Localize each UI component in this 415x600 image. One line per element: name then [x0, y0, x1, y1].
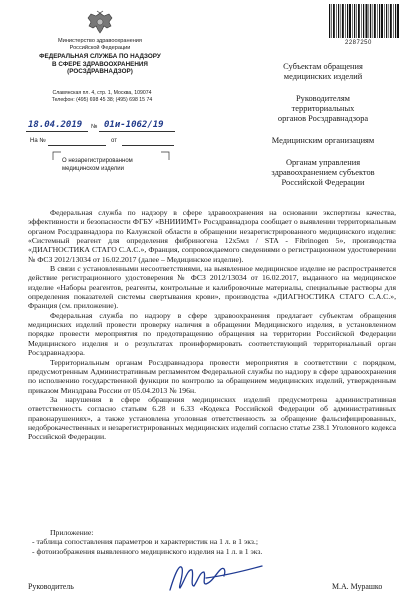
service-line-3: (РОСЗДРАВНАДЗОР) [67, 68, 133, 76]
service-name [30, 53, 170, 76]
attachments-label: Приложение: [50, 528, 94, 537]
addressee-2-line-3: органов Росздравнадзора [277, 114, 369, 123]
barcode-number: 2287250 [345, 40, 372, 46]
attachments [28, 528, 262, 556]
coat-of-arms-emblem [85, 10, 115, 36]
reference-from-label: от [111, 138, 117, 144]
signatory-position: Руководитель [28, 582, 74, 591]
body-paragraph-3: Федеральная служба по надзору в сфере здравоохранения предлагает субъектам обращения медицинских изделий провести проверку наличия в обращении Медицинского изделия, в установленном порядке провести мероприятия по предотвращению обращения на территории Российской Федерации Медицинского изделия и о результатах проинформировать соответствующий территориальный орган Росздравнадзора. [28, 310, 396, 358]
barcode [328, 4, 400, 38]
addressee-block-4 [248, 158, 398, 188]
subject-bracket-left [52, 151, 62, 161]
subject-line-1: О незарегистрированном [62, 158, 133, 164]
body-paragraph-2: В связи с установленными несоответствиями, на выявленное медицинское изделие не распространяется действие регистрационного удостоверения № ФСЗ 2012/13034 от 16.02.2017, выданного на медицинское изделие «Наборы реагентов, реагенты, контрольные и калибровочные материалы, специальные растворы для определения показателей системы свертывания крови», производства «ДИАГНОСТИКА СТАГО С.А.С.», Франция (см. приложение). [28, 264, 396, 311]
attachment-item-1: - таблица сопоставления параметров и характеристик на 1 л. в 1 экз.; [32, 537, 258, 547]
signatory-name: М.А. Мурашко [332, 582, 383, 591]
address-line-2: Телефон: (495) 698 45 38; (495) 698 15 74 [51, 97, 153, 103]
body-paragraph-1: Федеральная служба по надзору в сфере здравоохранения на основании экспертизы качества, эффективности и безопасности ФГБУ «ВНИИИМТ» Росздравнадзора сообщает о выявлении территориальным органом Росздравнадзора по Калужской области в обращении незарегистрированного медицинского изделия: «Системный реагент для определения фибриногена 12x5мл / STA - Fibrinogen 5», производства «ДИАГНОСТИКА СТАГО С.А.С.», Франция, сопровождаемого сведениями о регистрационном удостоверении № ФСЗ 2012/13034 от 16.02.2017 (далее – Медицинское изделие). [28, 208, 396, 264]
attachment-item-2: - фотоизображения выявленного медицинского изделия на 1 л. в 1 экз. [32, 546, 263, 556]
ministry-line-1: Министерство здравоохранения [58, 38, 142, 44]
date-underline [26, 131, 88, 132]
service-line-2: В СФЕРЕ ЗДРАВООХРАНЕНИЯ [52, 60, 148, 68]
subject-line-2: медицинском изделии [62, 166, 124, 172]
reference-number-line [48, 145, 106, 146]
number-underline [99, 131, 175, 132]
addressee-1-line-2: медицинских изделий [283, 72, 363, 81]
addressee-block-3 [248, 136, 398, 146]
ministry-line-2: Российской Федерации [69, 44, 131, 51]
addressee-4-line-2: здравоохранением субъектов [271, 168, 375, 177]
addressee-4-line-1: Органам управления [285, 158, 361, 167]
address-line-1: Славянская пл. 4, стр. 1, Москва, 109074 [52, 90, 152, 96]
body-paragraph-5: За нарушения в сфере обращения медицинских изделий предусмотрена административная ответственность согласно статьям 6.28 и 6.33 «Кодекса Российской Федерации об административных правонарушениях», а также установлена уголовная ответственность за обращение фальсифицированных, недоброкачественных и незарегистрированных медицинских изделий согласно статье 238.1 Уголовного кодекса Российской Федерации. [28, 394, 396, 442]
ministry-name [40, 38, 160, 51]
registration-date: 18.04.2019 [28, 120, 83, 130]
addressee-2-line-2: территориальных [291, 104, 355, 113]
addressee-3-line-1: Медицинским организациям [271, 136, 375, 145]
body-paragraph-4: Территориальным органам Росздравнадзора провести мероприятия в соответствии с порядком, предусмотренным Административным регламентом Федеральной службы по надзору в сфере здравоохранения по исполнению государственной функции по контролю за обращением медицинских изделий, утвержденным приказом Минздрава России от 05.04.2013 № 196н. [28, 357, 396, 395]
subject-note [62, 157, 133, 173]
addressee-block-2 [248, 94, 398, 124]
number-label: № [91, 124, 98, 130]
addressee-2-line-1: Руководителям [296, 94, 350, 103]
addressee-4-line-3: Российской Федерации [281, 178, 365, 187]
letter-body [28, 208, 396, 442]
reference-date-line [122, 145, 174, 146]
service-line-1: ФЕДЕРАЛЬНАЯ СЛУЖБА ПО НАДЗОРУ [39, 53, 161, 60]
service-address [32, 90, 172, 104]
subject-bracket-right [160, 151, 170, 161]
addressee-block-1 [248, 62, 398, 82]
addressee-1-line-1: Субъектам обращения [283, 62, 363, 71]
handwritten-signature [166, 560, 266, 594]
registration-number: 01и-1062/19 [104, 120, 164, 130]
reference-label: На № [30, 138, 46, 144]
